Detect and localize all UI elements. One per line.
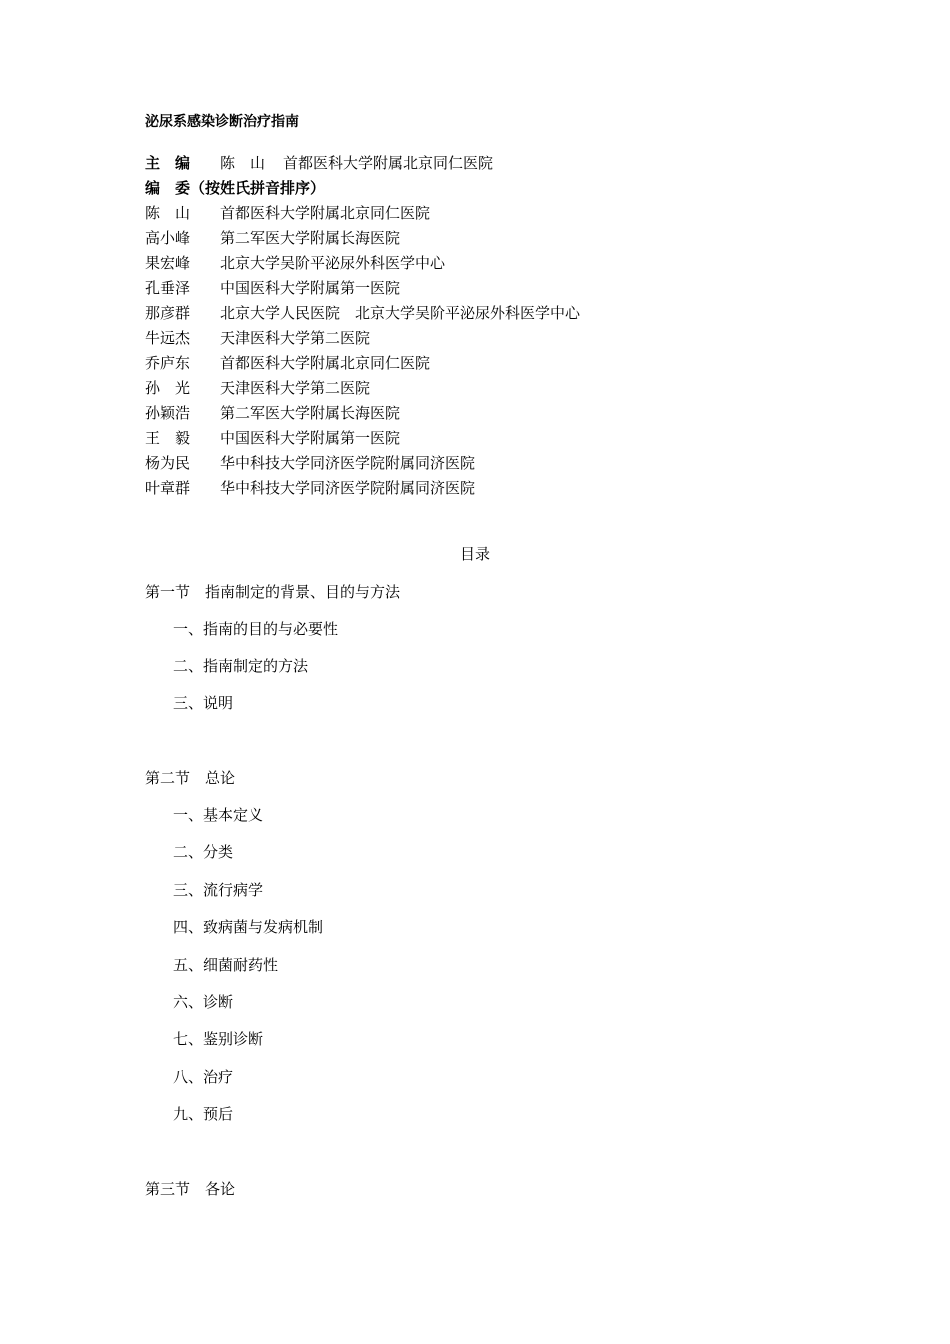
member-name: 叶章群 [145,479,191,497]
toc-item[interactable]: 二、分类 [173,843,234,861]
member-row [145,402,845,427]
spacer [265,152,283,177]
member-affiliation: 北京大学吴阶平泌尿外科医学中心 [220,254,446,272]
member-row [145,252,845,277]
member-name: 孙颖浩 [145,404,191,422]
document-title: 泌尿系感染诊断治疗指南 [145,114,299,130]
member-affiliation: 天津医科大学第二医院 [220,379,371,397]
toc-item[interactable]: 八、治疗 [173,1068,234,1086]
member-row [145,477,845,502]
toc-item[interactable]: 七、鉴别诊断 [173,1030,264,1048]
toc-item[interactable]: 三、流行病学 [173,881,264,899]
member-name: 王 毅 [145,429,191,447]
toc-item[interactable]: 六、诊断 [173,993,234,1011]
chief-editor-row [145,152,845,177]
member-name: 孔垂泽 [145,279,191,297]
member-row [145,427,845,452]
toc-section-2[interactable]: 第二节 总论 [145,769,236,787]
toc-item[interactable]: 一、基本定义 [173,806,264,824]
member-row [145,302,845,327]
member-row [145,452,845,477]
committee-heading [145,177,845,202]
member-row [145,202,845,227]
editor-list [145,152,845,502]
member-row [145,227,845,252]
member-affiliation: 中国医科大学附属第一医院 [220,279,401,297]
member-name: 高小峰 [145,229,191,247]
toc-item[interactable]: 三、说明 [173,694,234,712]
toc-item[interactable]: 四、致病菌与发病机制 [173,918,324,936]
member-name: 那彦群 [145,304,191,322]
member-affiliation: 北京大学人民医院 北京大学吴阶平泌尿外科医学中心 [220,304,581,322]
member-name: 乔庐东 [145,354,191,372]
member-name: 孙 光 [145,379,191,397]
member-affiliation: 第二军医大学附属长海医院 [220,404,401,422]
chief-editor-label: 主 编 [145,154,191,172]
member-affiliation: 首都医科大学附属北京同仁医院 [220,354,431,372]
toc-item[interactable]: 五、细菌耐药性 [173,956,279,974]
member-affiliation: 天津医科大学第二医院 [220,329,371,347]
chief-editor-name: 陈 山 [220,154,266,172]
member-affiliation: 第二军医大学附属长海医院 [220,229,401,247]
member-affiliation: 中国医科大学附属第一医院 [220,429,401,447]
toc-section-1[interactable]: 第一节 指南制定的背景、目的与方法 [145,583,401,601]
committee-heading-text: 编 委（按姓氏拼音排序） [145,179,326,197]
member-row [145,327,845,352]
toc-item[interactable]: 二、指南制定的方法 [173,657,309,675]
toc-heading: 目录 [459,545,490,563]
toc-item[interactable]: 九、预后 [173,1105,234,1123]
member-row [145,277,845,302]
member-name: 陈 山 [145,204,191,222]
member-name: 杨为民 [145,454,191,472]
member-row [145,377,845,402]
member-affiliation: 首都医科大学附属北京同仁医院 [220,204,431,222]
member-name: 牛远杰 [145,329,191,347]
member-row [145,352,845,377]
committee-members [145,202,845,502]
member-affiliation: 华中科技大学同济医学院附属同济医院 [220,454,476,472]
toc-section-3[interactable]: 第三节 各论 [145,1180,236,1198]
member-name: 果宏峰 [145,254,191,272]
member-affiliation: 华中科技大学同济医学院附属同济医院 [220,479,476,497]
chief-editor-affiliation: 首都医科大学附属北京同仁医院 [283,154,494,172]
toc-item[interactable]: 一、指南的目的与必要性 [173,620,339,638]
